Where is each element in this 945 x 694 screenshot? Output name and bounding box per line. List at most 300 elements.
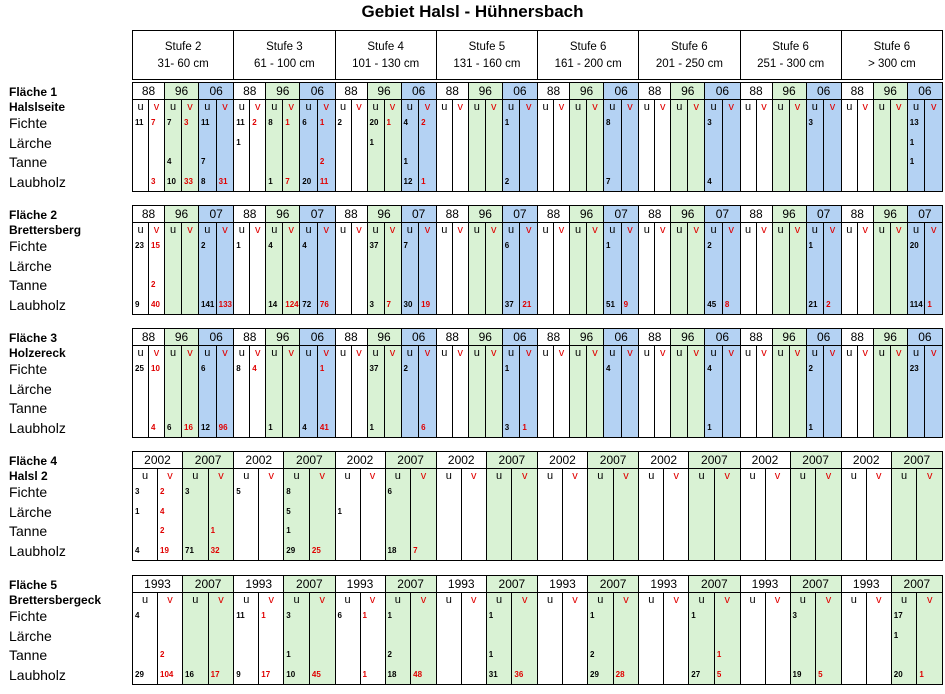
year-header: 96 — [772, 82, 807, 100]
v-label: v — [890, 99, 908, 114]
stufe-range: > 300 cm — [868, 58, 916, 70]
v-label: v — [823, 345, 842, 360]
data-cell — [282, 418, 300, 439]
data-cell — [857, 152, 874, 173]
year-header: 2007 — [790, 451, 842, 469]
v-label: v — [714, 592, 741, 607]
data-cell: 48 — [410, 665, 437, 686]
data-cell: 76 — [317, 295, 336, 316]
data-cell — [740, 606, 766, 627]
data-cell — [586, 379, 604, 400]
data-cell — [553, 133, 570, 154]
data-cell — [537, 275, 554, 296]
data-cell — [756, 113, 773, 134]
data-cell — [132, 626, 158, 647]
data-cell — [208, 502, 235, 523]
data-cell: 10 — [283, 665, 310, 686]
v-label: v — [621, 99, 640, 114]
data-cell — [181, 275, 199, 296]
data-cell — [654, 133, 671, 154]
data-cell: 1 — [401, 152, 420, 173]
data-cell — [452, 113, 469, 134]
data-cell: 1 — [502, 113, 521, 134]
data-cell — [182, 521, 209, 542]
data-cell: 11 — [233, 113, 250, 134]
v-label: v — [148, 345, 165, 360]
data-cell — [181, 152, 199, 173]
data-cell — [335, 626, 361, 647]
v-label: v — [181, 345, 199, 360]
v-label: v — [663, 592, 689, 607]
data-cell — [569, 236, 587, 257]
v-label: v — [216, 345, 235, 360]
u-label: u — [806, 99, 825, 114]
data-cell — [132, 645, 158, 666]
v-label: v — [519, 345, 538, 360]
year-header: 96 — [569, 328, 604, 346]
data-cell — [687, 133, 705, 154]
data-cell: 7 — [603, 172, 622, 193]
data-cell — [756, 379, 773, 400]
data-cell — [317, 398, 336, 419]
u-label: u — [772, 222, 790, 237]
v-label: v — [317, 345, 336, 360]
v-label: v — [586, 222, 604, 237]
data-cell — [502, 133, 521, 154]
data-cell — [502, 256, 521, 277]
data-cell — [740, 502, 766, 523]
data-cell — [638, 418, 655, 439]
data-cell — [823, 172, 842, 193]
v-label: v — [924, 345, 943, 360]
data-cell — [603, 133, 622, 154]
data-cell — [891, 541, 918, 562]
u-label: u — [265, 345, 283, 360]
data-cell — [233, 379, 250, 400]
u-label: u — [486, 592, 513, 607]
data-cell — [258, 502, 284, 523]
data-cell — [249, 152, 266, 173]
data-cell — [401, 275, 420, 296]
data-cell — [663, 502, 689, 523]
data-cell — [907, 275, 926, 296]
data-cell — [916, 606, 943, 627]
species-label: Tanne — [9, 277, 48, 293]
data-cell — [452, 398, 469, 419]
year-header: 2007 — [688, 451, 740, 469]
data-cell — [823, 236, 842, 257]
data-cell — [569, 152, 587, 173]
data-cell — [688, 626, 715, 647]
v-label: v — [857, 345, 874, 360]
data-cell — [907, 418, 926, 439]
u-label: u — [790, 468, 817, 483]
u-label: u — [806, 345, 825, 360]
u-label: u — [233, 592, 259, 607]
flaeche-label: Fläche 1 — [9, 85, 58, 99]
data-cell — [164, 256, 182, 277]
data-cell — [562, 541, 588, 562]
year-header: 2007 — [891, 451, 943, 469]
v-label: v — [654, 99, 671, 114]
year-header: 07 — [603, 205, 639, 223]
data-cell — [823, 256, 842, 277]
data-cell — [461, 665, 487, 686]
u-label: u — [164, 222, 182, 237]
data-cell — [418, 236, 437, 257]
u-label: u — [740, 222, 757, 237]
data-cell — [148, 256, 165, 277]
data-cell — [569, 379, 587, 400]
data-cell: 4 — [148, 418, 165, 439]
data-cell — [866, 521, 892, 542]
u-label: u — [688, 592, 715, 607]
v-label: v — [485, 222, 503, 237]
data-cell — [553, 152, 570, 173]
data-cell — [756, 275, 773, 296]
data-cell — [198, 133, 217, 154]
data-cell — [613, 521, 640, 542]
flaeche-label: Fläche 4 — [9, 454, 58, 468]
data-cell: 1 — [916, 665, 943, 686]
v-label: v — [258, 592, 284, 607]
year-header: 88 — [841, 205, 874, 223]
data-cell: 3 — [181, 113, 199, 134]
u-label: u — [704, 99, 723, 114]
data-cell — [299, 133, 318, 154]
data-cell — [249, 256, 266, 277]
v-label: v — [157, 468, 183, 483]
data-cell: 2 — [335, 113, 352, 134]
data-cell — [553, 379, 570, 400]
data-cell — [335, 398, 352, 419]
data-cell: 7 — [198, 152, 217, 173]
data-cell — [249, 172, 266, 193]
data-cell — [586, 172, 604, 193]
data-cell — [309, 606, 336, 627]
data-cell — [772, 256, 790, 277]
data-cell — [857, 113, 874, 134]
data-cell — [916, 541, 943, 562]
data-cell — [367, 152, 385, 173]
year-header: 88 — [436, 205, 469, 223]
data-cell: 40 — [148, 295, 165, 316]
data-cell — [436, 236, 453, 257]
data-cell — [654, 275, 671, 296]
data-cell — [654, 236, 671, 257]
data-cell — [418, 275, 437, 296]
year-header: 88 — [436, 328, 469, 346]
year-header: 2007 — [587, 451, 639, 469]
data-cell — [569, 418, 587, 439]
year-header: 06 — [502, 82, 538, 100]
data-cell — [613, 645, 640, 666]
data-cell — [823, 359, 842, 380]
data-cell — [282, 398, 300, 419]
data-cell: 8 — [265, 113, 283, 134]
data-cell — [436, 665, 462, 686]
data-cell: 5 — [815, 665, 842, 686]
data-cell — [740, 626, 766, 647]
data-cell — [317, 379, 336, 400]
data-cell — [249, 133, 266, 154]
data-cell — [772, 133, 790, 154]
data-cell — [740, 256, 757, 277]
data-cell — [335, 665, 361, 686]
data-cell: 23 — [907, 359, 926, 380]
data-cell — [790, 645, 817, 666]
data-cell — [924, 172, 943, 193]
u-label: u — [873, 345, 891, 360]
data-cell: 4 — [704, 172, 723, 193]
data-cell — [485, 398, 503, 419]
u-label: u — [670, 345, 688, 360]
year-header: 2007 — [385, 451, 437, 469]
v-label: v — [317, 99, 336, 114]
v-label: v — [663, 468, 689, 483]
v-label: v — [282, 99, 300, 114]
data-cell — [569, 295, 587, 316]
data-cell: 8 — [603, 113, 622, 134]
data-cell — [249, 236, 266, 257]
data-cell — [309, 645, 336, 666]
data-cell — [537, 113, 554, 134]
data-cell: 1 — [132, 502, 158, 523]
data-cell: 5 — [714, 665, 741, 686]
flaeche-label: Fläche 5 — [9, 578, 58, 592]
v-label: v — [511, 468, 538, 483]
u-label: u — [841, 468, 867, 483]
data-cell: 36 — [511, 665, 538, 686]
data-cell — [367, 172, 385, 193]
data-cell — [265, 275, 283, 296]
year-header: 88 — [233, 82, 266, 100]
data-cell — [857, 172, 874, 193]
data-cell — [806, 398, 825, 419]
year-header: 88 — [638, 82, 671, 100]
v-label: v — [519, 222, 538, 237]
year-header: 88 — [132, 82, 165, 100]
species-label: Fichte — [9, 608, 48, 624]
data-cell — [722, 152, 741, 173]
data-cell — [857, 379, 874, 400]
data-cell: 114 — [907, 295, 926, 316]
data-cell — [765, 626, 791, 647]
data-cell — [621, 359, 640, 380]
data-cell — [436, 152, 453, 173]
data-cell — [789, 152, 807, 173]
data-cell: 4 — [265, 236, 283, 257]
data-cell — [384, 379, 402, 400]
data-cell — [360, 482, 386, 503]
data-cell — [436, 133, 453, 154]
data-cell: 1 — [519, 418, 538, 439]
data-cell — [687, 418, 705, 439]
data-cell — [890, 418, 908, 439]
u-label: u — [537, 222, 554, 237]
data-cell: 20 — [891, 665, 918, 686]
u-label: u — [569, 99, 587, 114]
year-header: 96 — [468, 82, 503, 100]
data-cell: 14 — [265, 295, 283, 316]
v-label: v — [823, 222, 842, 237]
u-label: u — [283, 592, 310, 607]
year-header: 88 — [233, 205, 266, 223]
stufe-range: 61 - 100 cm — [254, 58, 315, 70]
stufe-name: Stufe 6 — [873, 41, 911, 53]
page-title: Gebiet Halsl - Hühnersbach — [361, 2, 584, 21]
data-cell — [282, 256, 300, 277]
data-cell — [891, 521, 918, 542]
data-cell — [638, 541, 664, 562]
u-label: u — [740, 99, 757, 114]
u-label: u — [198, 222, 217, 237]
data-cell — [384, 256, 402, 277]
data-cell: 3 — [367, 295, 385, 316]
species-label: Lärche — [9, 503, 52, 520]
data-cell — [461, 521, 487, 542]
data-cell — [823, 113, 842, 134]
u-label: u — [335, 222, 352, 237]
data-cell — [216, 275, 235, 296]
u-label: u — [907, 222, 926, 237]
data-cell — [924, 379, 943, 400]
data-cell — [740, 665, 766, 686]
data-cell — [486, 626, 513, 647]
data-cell: 15 — [148, 236, 165, 257]
data-cell — [638, 626, 664, 647]
data-cell — [756, 172, 773, 193]
data-cell: 8 — [233, 359, 250, 380]
data-cell: 10 — [148, 359, 165, 380]
v-label: v — [384, 99, 402, 114]
data-cell — [351, 398, 368, 419]
u-label: u — [265, 99, 283, 114]
data-cell: 11 — [198, 113, 217, 134]
data-cell — [670, 133, 688, 154]
data-cell — [562, 626, 588, 647]
data-cell — [335, 359, 352, 380]
data-cell: 1 — [283, 521, 310, 542]
data-cell — [485, 379, 503, 400]
data-cell — [436, 379, 453, 400]
year-header: 06 — [401, 82, 437, 100]
data-cell — [687, 275, 705, 296]
data-cell: 2 — [249, 113, 266, 134]
data-cell: 7 — [401, 236, 420, 257]
data-cell — [687, 295, 705, 316]
data-cell — [132, 152, 149, 173]
data-cell — [468, 256, 486, 277]
data-cell — [216, 152, 235, 173]
data-cell — [537, 521, 563, 542]
year-header: 88 — [841, 82, 874, 100]
data-cell — [452, 359, 469, 380]
data-cell — [233, 256, 250, 277]
data-cell — [841, 152, 858, 173]
data-cell: 31 — [486, 665, 513, 686]
v-label: v — [208, 468, 235, 483]
data-cell: 6 — [198, 359, 217, 380]
v-label: v — [282, 345, 300, 360]
data-cell — [265, 256, 283, 277]
data-cell — [335, 379, 352, 400]
data-cell — [806, 275, 825, 296]
data-cell: 133 — [216, 295, 235, 316]
v-label: v — [562, 592, 588, 607]
data-cell: 1 — [924, 295, 943, 316]
data-cell — [233, 418, 250, 439]
data-cell — [586, 295, 604, 316]
data-cell — [452, 275, 469, 296]
data-cell: 124 — [282, 295, 300, 316]
data-cell — [857, 359, 874, 380]
year-header: 06 — [299, 328, 335, 346]
data-cell — [772, 379, 790, 400]
data-cell — [789, 359, 807, 380]
u-label: u — [401, 345, 420, 360]
data-cell — [216, 113, 235, 134]
data-cell — [485, 256, 503, 277]
u-label: u — [132, 99, 149, 114]
year-header: 06 — [704, 328, 740, 346]
data-cell — [638, 152, 655, 173]
stufe-header — [132, 30, 234, 80]
data-cell — [367, 275, 385, 296]
data-cell — [410, 521, 437, 542]
data-cell: 1 — [265, 418, 283, 439]
v-label: v — [756, 345, 773, 360]
data-cell — [638, 645, 664, 666]
data-cell — [891, 502, 918, 523]
data-cell — [857, 418, 874, 439]
u-label: u — [132, 345, 149, 360]
data-cell — [282, 359, 300, 380]
data-cell: 6 — [335, 606, 361, 627]
data-cell — [688, 645, 715, 666]
u-label: u — [385, 592, 412, 607]
data-cell — [740, 645, 766, 666]
data-cell — [765, 606, 791, 627]
u-label: u — [806, 222, 825, 237]
data-cell — [157, 626, 183, 647]
year-header: 1993 — [132, 575, 183, 593]
year-header: 07 — [502, 205, 538, 223]
u-label: u — [587, 592, 614, 607]
data-cell: 141 — [198, 295, 217, 316]
data-cell — [823, 379, 842, 400]
data-cell — [519, 398, 538, 419]
data-cell — [789, 133, 807, 154]
data-cell — [537, 295, 554, 316]
data-cell: 1 — [258, 606, 284, 627]
data-cell — [132, 418, 149, 439]
data-cell — [468, 172, 486, 193]
data-cell — [351, 256, 368, 277]
species-label: Laubholz — [9, 542, 66, 559]
data-cell — [351, 418, 368, 439]
data-cell — [841, 172, 858, 193]
u-label: u — [873, 222, 891, 237]
v-label: v — [857, 99, 874, 114]
data-cell — [309, 521, 336, 542]
data-cell: 18 — [385, 541, 412, 562]
year-header: 96 — [468, 328, 503, 346]
v-label: v — [722, 222, 741, 237]
stufe-range: 101 - 130 cm — [352, 58, 420, 70]
year-header: 88 — [841, 328, 874, 346]
data-cell — [670, 398, 688, 419]
